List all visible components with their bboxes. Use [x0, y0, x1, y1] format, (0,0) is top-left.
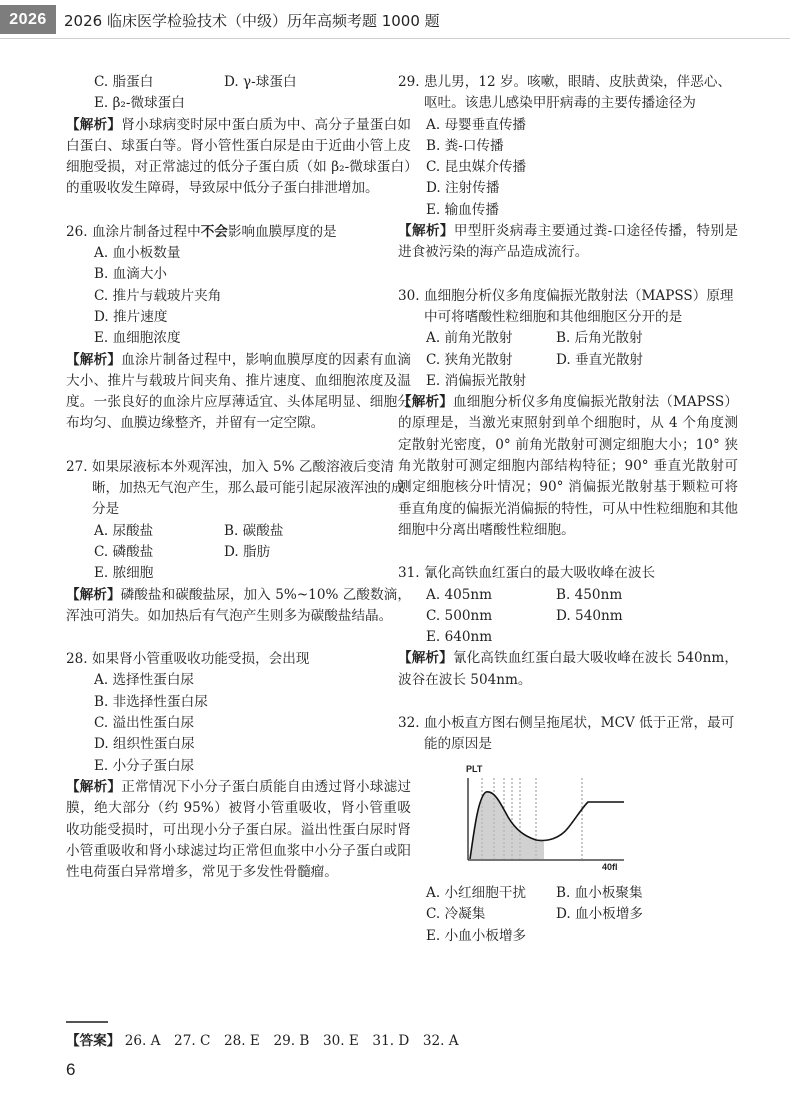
option-c: C. 磷酸盐 — [94, 543, 154, 560]
option-d: D. 组织性蛋白尿 — [94, 736, 195, 753]
option-a: A. 前角光散射 — [426, 330, 513, 347]
question-stem: 如果尿液标本外观浑浊，加入 5% 乙酸溶液后变清晰，加热无气泡产生，那么最可能引起尿液浑浊的成分是 — [91, 458, 405, 518]
histogram-tail-dotted — [536, 802, 624, 841]
question-stem: 如果肾小管重吸收功能受损，会出现 — [91, 651, 310, 668]
explanation — [398, 648, 738, 691]
option-d: D. 垂直光散射 — [556, 351, 644, 368]
option-d: D. 推片速度 — [94, 308, 168, 325]
explanation — [398, 221, 738, 264]
explanation-text: 氰化高铁血红蛋白最大吸收峰在波长 540nm，波谷在波长 504nm。 — [398, 650, 738, 688]
option-c: C. 脂蛋白 — [94, 74, 154, 90]
explanation-tag: 【解析】 — [398, 223, 454, 240]
question-number: 28. — [66, 651, 92, 668]
question-number: 31. — [398, 565, 424, 582]
option-e: E. β₂-微球蛋白 — [94, 95, 185, 112]
option-c: C. 昆虫媒介传播 — [426, 159, 527, 176]
explanation — [398, 392, 738, 541]
option-a: A. 405nm — [426, 586, 493, 603]
question-26 — [66, 222, 411, 435]
year-badge: 2026 — [0, 5, 56, 34]
option-c: C. 推片与载玻片夹角 — [94, 287, 222, 304]
question-27 — [66, 457, 411, 627]
option-b: B. 血滴大小 — [94, 266, 168, 283]
explanation-text: 肾小球病变时尿中蛋白质为中、高分子量蛋白如白蛋白、球蛋白等。肾小管性蛋白尿是由于近曲小管上皮细胞受损，对正常滤过的低分子蛋白质（如 β₂-微球蛋白）的重吸收发生障碍，导致尿中低分子蛋白排泄增加。 — [66, 116, 411, 197]
option-c: C. 冷凝集 — [426, 906, 486, 923]
option-a: A. 母婴垂直传播 — [426, 116, 527, 133]
option-b: B. 血小板聚集 — [556, 884, 643, 901]
explanation — [66, 115, 411, 200]
option-b: B. 碳酸盐 — [224, 522, 284, 539]
question-25-continued — [66, 72, 411, 200]
question-number: 32. — [398, 715, 424, 732]
platelet-histogram-figure — [464, 762, 629, 872]
explanation — [66, 777, 411, 883]
option-e: E. 消偏振光散射 — [426, 372, 527, 389]
explanation-tag: 【解析】 — [66, 351, 122, 368]
option-b: B. 非选择性蛋白尿 — [94, 693, 208, 710]
explanation-tag: 【解析】 — [66, 586, 121, 603]
option-c: C. 溢出性蛋白尿 — [94, 715, 195, 732]
option-e: E. 小血小板增多 — [426, 927, 527, 944]
explanation-tag: 【解析】 — [398, 650, 453, 667]
explanation-text: 甲型肝炎病毒主要通过粪-口途径传播，特别是进食被污染的海产品造成流行。 — [398, 223, 739, 261]
question-30 — [398, 286, 738, 542]
book-title: 2026 临床医学检验技术（中级）历年高频考题 1000 题 — [64, 12, 440, 30]
option-d: D. 血小板增多 — [556, 906, 644, 923]
question-31 — [398, 563, 738, 691]
explanation-tag: 【解析】 — [66, 116, 122, 133]
option-e: E. 640nm — [426, 629, 493, 646]
explanation — [66, 585, 411, 628]
question-stem: 患儿男，12 岁。咳嗽，眼睛、皮肤黄染，伴恶心、呕吐。该患儿感染甲肝病毒的主要传播途径为 — [423, 74, 732, 112]
option-b: B. 后角光散射 — [556, 330, 643, 347]
answer-divider — [66, 1021, 108, 1023]
option-e: E. 脓细胞 — [94, 565, 154, 582]
option-d: D. 540nm — [556, 607, 623, 624]
answer-list: 26. A 27. C 28. E 29. B 30. E 31. D 32. A — [124, 1033, 459, 1049]
option-e: E. 输血传播 — [426, 201, 499, 218]
right-column — [398, 72, 738, 969]
question-32 — [398, 713, 738, 947]
option-d: D. 注射传播 — [426, 180, 500, 197]
left-column — [66, 72, 411, 905]
page-header — [0, 0, 790, 38]
explanation-text: 血细胞分析仪多角度偏振光散射法（MAPSS）的原理是，当激光束照射到单个细胞时，从 4 个角度测定散射光密度，0° 前角光散射可测定细胞大小；10° 狭角光散射可测定细胞内部结构特征；90° 垂直光散射可测定细胞核分叶情况；90° 消偏振光散射基于颗粒可将垂直角度的偏振光消偏振的特性，可从中性粒细胞和其他细胞中分离出嗜酸性粒细胞。 — [398, 394, 738, 538]
header-divider — [0, 38, 790, 39]
option-a: A. 小红细胞干扰 — [426, 884, 527, 901]
question-number: 30. — [398, 287, 424, 304]
option-e: E. 血细胞浓度 — [94, 330, 181, 347]
histogram-x-label: 40fl — [602, 861, 618, 872]
question-stem: 氰化高铁血红蛋白的最大吸收峰在波长 — [423, 565, 656, 582]
explanation-text: 磷酸盐和碳酸盐尿，加入 5%~10% 乙酸数滴，浑浊可消失。如加热后有气泡产生则多为碳酸盐结晶。 — [66, 586, 411, 624]
emphasis-not: 不会 — [200, 223, 228, 240]
option-a: A. 选择性蛋白尿 — [94, 672, 195, 689]
question-number: 29. — [398, 74, 424, 90]
option-d: D. 脂肪 — [224, 543, 271, 560]
option-c: C. 狭角光散射 — [426, 351, 513, 368]
explanation-text: 血涂片制备过程中，影响血膜厚度的因素有血滴大小、推片与载玻片间夹角、推片速度、血细胞浓度及温度。一张良好的血涂片应厚薄适宜、头体尾明显、细胞分布均匀、血膜边缘整齐，并留有一定空隙。 — [66, 351, 411, 432]
explanation-text: 正常情况下小分子蛋白质能自由透过肾小球滤过膜，绝大部分（约 95%）被肾小管重吸收，肾小管重吸收功能受损时，可出现小分子蛋白尿。溢出性蛋白尿时肾小管重吸收和肾小球滤过均正常但血浆中小分子蛋白或阳性电荷蛋白异常增多，常见于多发性骨髓瘤。 — [66, 778, 411, 881]
option-a: A. 尿酸盐 — [94, 522, 154, 539]
question-stem: 血小板直方图右侧呈拖尾状，MCV 低于正常，最可能的原因是 — [423, 715, 735, 753]
answer-tag: 【答案】 — [66, 1033, 121, 1049]
option-d: D. γ-球蛋白 — [224, 74, 297, 90]
answer-key — [66, 1029, 459, 1049]
question-number: 27. — [66, 458, 92, 475]
explanation-tag: 【解析】 — [398, 394, 453, 411]
option-b: B. 粪-口传播 — [426, 137, 504, 154]
question-stem: 血涂片制备过程中不会影响血膜厚度的是 — [91, 223, 337, 240]
option-a: A. 血小板数量 — [94, 245, 181, 262]
explanation — [66, 350, 411, 435]
histogram-y-label: PLT — [466, 763, 483, 774]
option-e: E. 小分子蛋白尿 — [94, 757, 195, 774]
option-c: C. 500nm — [426, 607, 493, 624]
question-29 — [398, 72, 738, 264]
page-number: 6 — [66, 1060, 76, 1079]
question-28 — [66, 649, 411, 883]
option-b: B. 450nm — [556, 586, 623, 603]
question-stem: 血细胞分析仪多角度偏振光散射法（MAPSS）原理中可将嗜酸性粒细胞和其他细胞区分开的是 — [423, 287, 734, 325]
question-number: 26. — [66, 223, 92, 240]
explanation-tag: 【解析】 — [66, 778, 122, 795]
